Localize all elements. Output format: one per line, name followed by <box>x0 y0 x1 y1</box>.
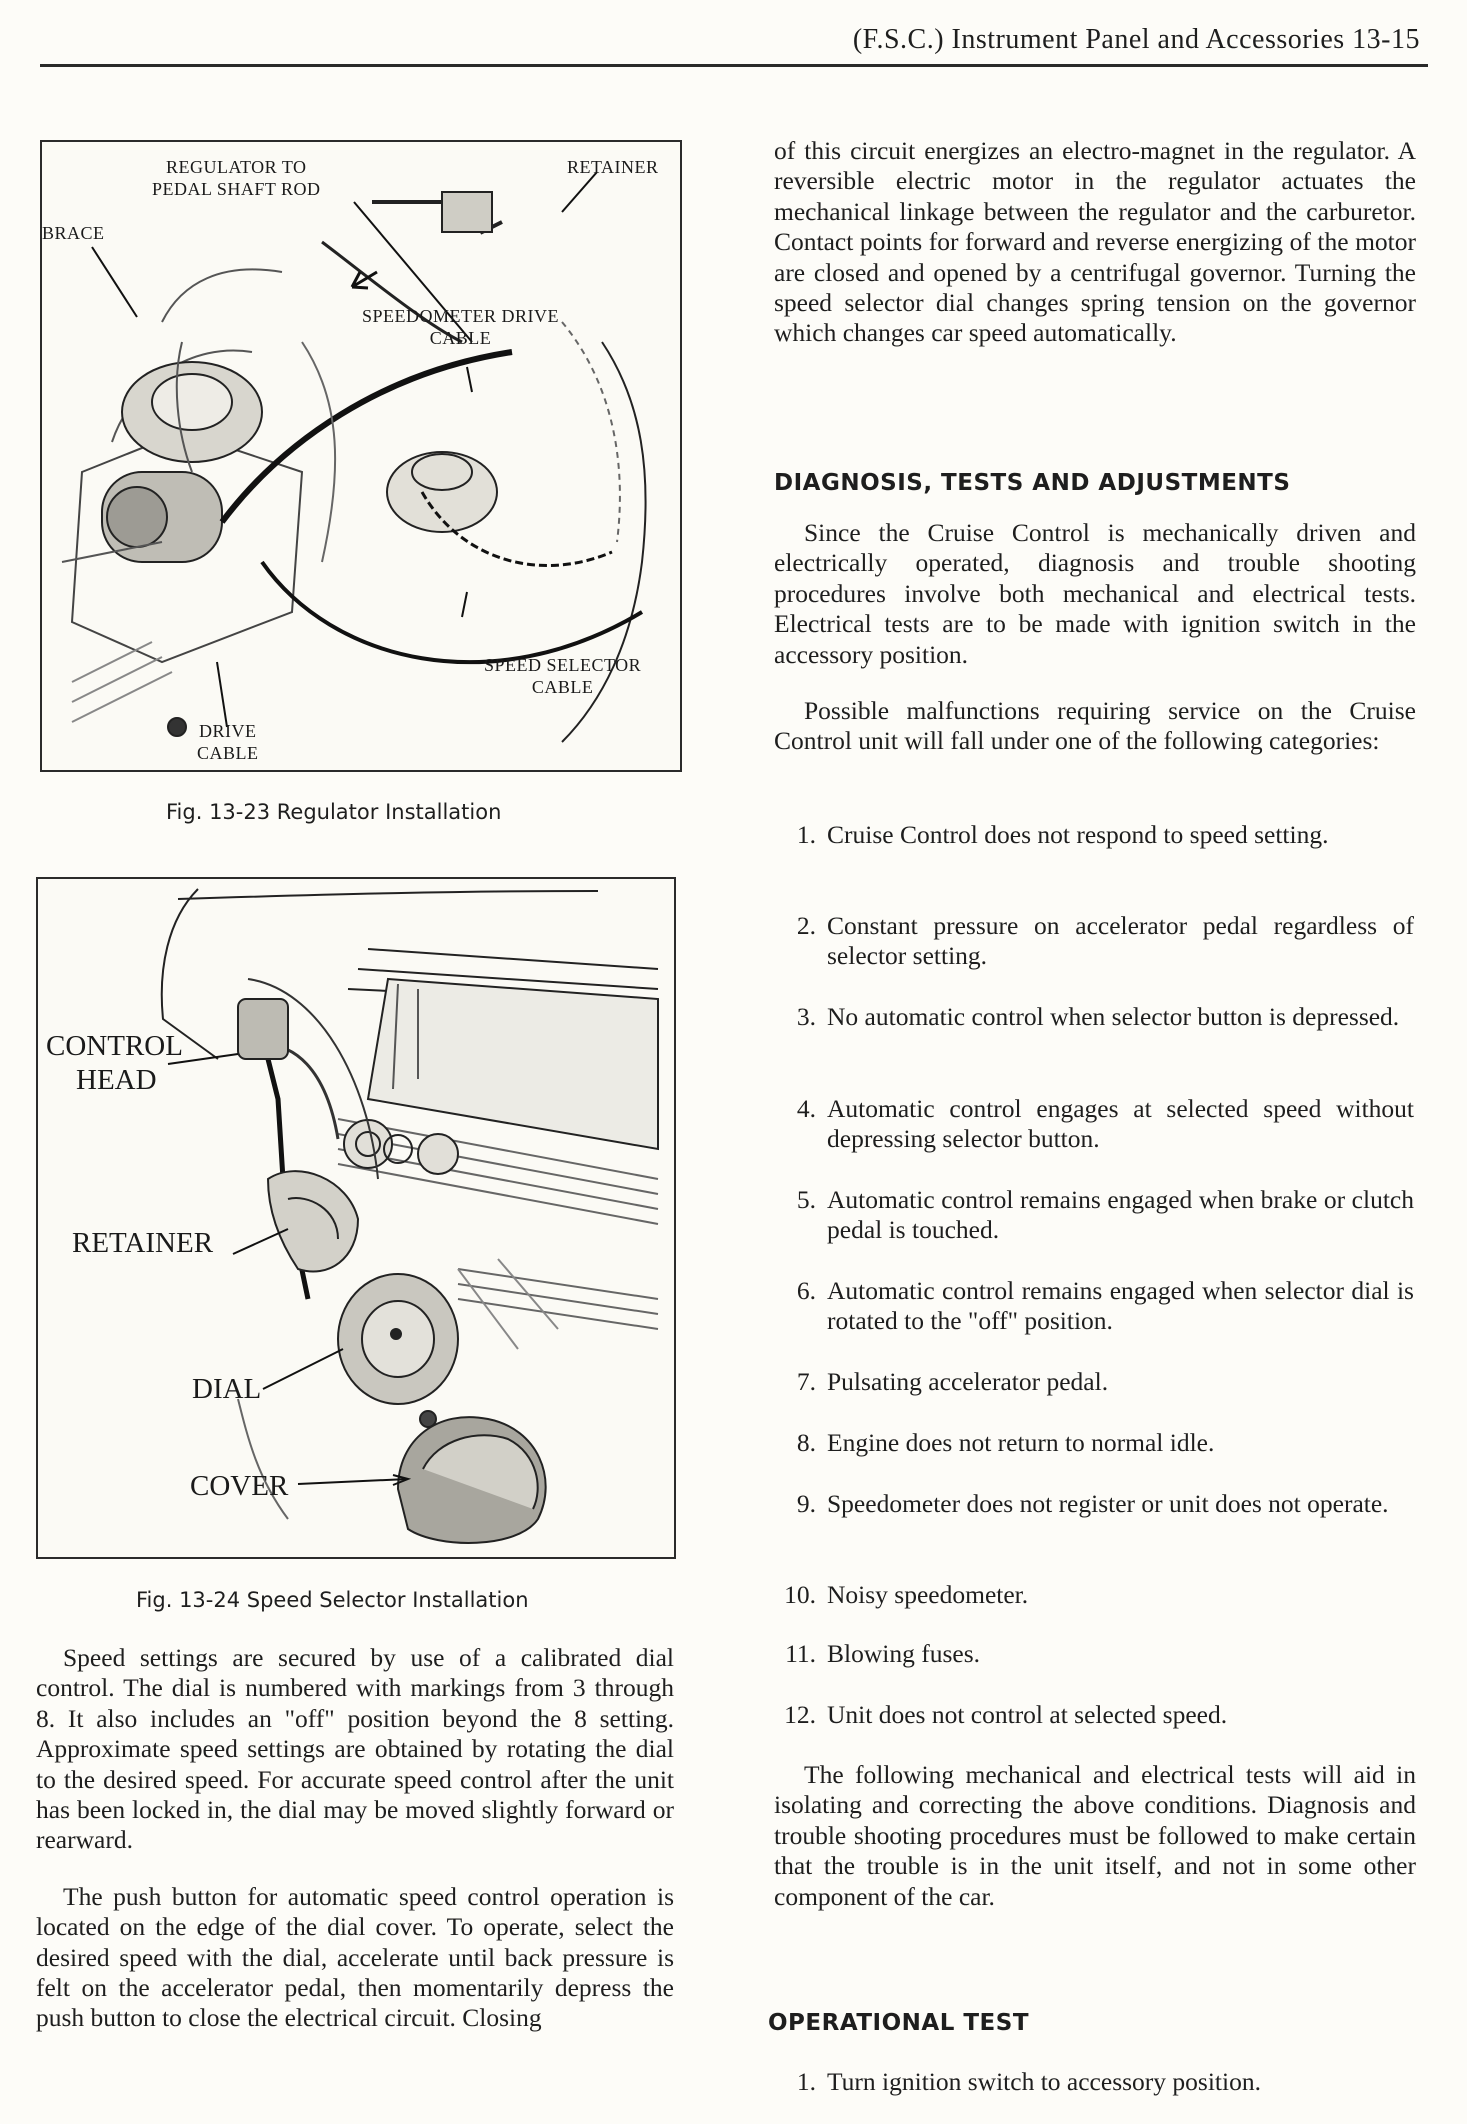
label-dial: DIAL <box>192 1373 262 1405</box>
speed-selector-illustration <box>38 879 674 1557</box>
label-line: CABLE <box>197 743 259 763</box>
heading-diagnosis: DIAGNOSIS, TESTS AND ADJUSTMENTS <box>774 470 1291 496</box>
label-line: REGULATOR TO <box>166 157 307 177</box>
list-item-number: 9. <box>796 1489 816 1518</box>
list-item-number: 7. <box>796 1367 816 1396</box>
list-item-number: 10. <box>784 1580 816 1609</box>
label-line: CABLE <box>531 677 594 697</box>
figure-caption-13-23: Fig. 13-23 Regulator Installation <box>166 800 502 824</box>
label-brace: BRACE <box>42 223 105 243</box>
list-item-text: Engine does not return to normal idle. <box>827 1428 1215 1457</box>
paragraph-speed-settings: Speed settings are secured by use of a calibrated dial control. The dial is numbered with markings from 3 through 8. It also includes an "off" position beyond the 8 setting. Approximate speed settings are obtained by rotating the dial to the desired speed. For accurate speed control after the unit has been locked in, the dial may be moved slightly forward or rearward. <box>36 1643 674 1855</box>
list-item-text: Automatic control engages at selected speed without depressing selector button. <box>827 1094 1414 1154</box>
label-speed-selector-cable <box>484 654 641 698</box>
label-drive-cable <box>197 720 259 764</box>
list-item-number: 2. <box>796 911 816 940</box>
list-item-number: 3. <box>796 1002 816 1031</box>
list-item-text: Noisy speedometer. <box>827 1580 1029 1609</box>
list-item-number: 4. <box>796 1094 816 1123</box>
figure-caption-13-24: Fig. 13-24 Speed Selector Installation <box>136 1588 529 1612</box>
list-item-text: Pulsating accelerator pedal. <box>827 1367 1109 1396</box>
list-item-text: Blowing fuses. <box>827 1639 980 1668</box>
paragraph-push-button: The push button for automatic speed control operation is located on the edge of the dial cover. To operate, select the desired speed with the dial, accelerate until back pressure is felt on the accelerator pedal, then momentarily depress the push button to close the electrical circuit. Closing <box>36 1881 674 2033</box>
running-header: (F.S.C.) Instrument Panel and Accessories 13-15 <box>852 24 1420 55</box>
label-retainer: RETAINER <box>72 1227 214 1259</box>
label-cover: COVER <box>190 1470 289 1502</box>
list-item-text: Unit does not control at selected speed. <box>827 1700 1228 1729</box>
label-line: HEAD <box>76 1064 157 1096</box>
right-column <box>768 136 1416 2116</box>
heading-operational-test: OPERATIONAL TEST <box>768 2010 1030 2036</box>
list-item-text: Automatic control remains engaged when brake or clutch pedal is touched. <box>827 1185 1414 1245</box>
list-item-text: Turn ignition switch to accessory position. <box>827 2067 1261 2096</box>
list-item-number: 1. <box>796 2067 816 2096</box>
label-line: SPEEDOMETER DRIVE <box>362 306 559 326</box>
label-retainer: RETAINER <box>567 157 659 177</box>
list-item-text: No automatic control when selector button is depressed. <box>827 1002 1400 1031</box>
list-item-text: Constant pressure on accelerator pedal regardless of selector setting. <box>827 911 1414 971</box>
paragraph-tests-followup: The following mechanical and electrical tests will aid in isolating and correcting the above conditions. Diagnosis and trouble shooting procedures must be followed to make certain that the trouble is in the unit itself, and not in some other component of the car. <box>774 1760 1416 1911</box>
paragraph-circuit-intro: of this circuit energizes an electro-magnet in the regulator. A reversible electric motor in the regulator actuates the mechanical linkage between the regulator and the carburetor. Contact points for forward and reverse energizing of the motor are closed and opened by a centrifugal governor. Turning the speed selector dial changes spring tension on the governor which changes car speed automatically. <box>774 136 1416 348</box>
list-item-number: 1. <box>796 820 816 849</box>
label-regulator-to-pedal <box>152 156 321 200</box>
label-line: CONTROL <box>46 1030 183 1062</box>
list-item-text: Cruise Control does not respond to speed setting. <box>827 820 1329 849</box>
figure-speed-selector-installation <box>36 877 676 1559</box>
list-item-number: 6. <box>796 1276 816 1305</box>
figure-regulator-installation <box>40 140 682 772</box>
list-item-number: 12. <box>784 1700 816 1729</box>
left-column <box>36 1643 674 2034</box>
label-speedometer-drive-cable <box>362 305 559 349</box>
header-rule <box>40 64 1428 67</box>
list-item-text: Speedometer does not register or unit does not operate. <box>827 1489 1389 1518</box>
paragraph-diagnosis-intro: Since the Cruise Control is mechanically driven and electrically operated, diagnosis and trouble shooting procedures involve both mechanical and electrical tests. Electrical tests are to be made with ignition switch in the accessory position. <box>774 518 1416 669</box>
list-item-number: 11. <box>785 1639 816 1668</box>
list-item-number: 5. <box>796 1185 816 1214</box>
paragraph-malfunction-intro: Possible malfunctions requiring service on the Cruise Control unit will fall under one of the following categories: <box>774 696 1416 756</box>
label-line: DRIVE <box>199 721 257 741</box>
label-line: PEDAL SHAFT ROD <box>152 179 321 199</box>
label-line: CABLE <box>429 328 492 348</box>
list-item-text: Automatic control remains engaged when selector dial is rotated to the "off" position. <box>827 1276 1414 1336</box>
list-item-number: 8. <box>796 1428 816 1457</box>
label-control-head <box>46 1029 183 1097</box>
label-line: SPEED SELECTOR <box>484 655 642 675</box>
page-header <box>40 22 1420 62</box>
